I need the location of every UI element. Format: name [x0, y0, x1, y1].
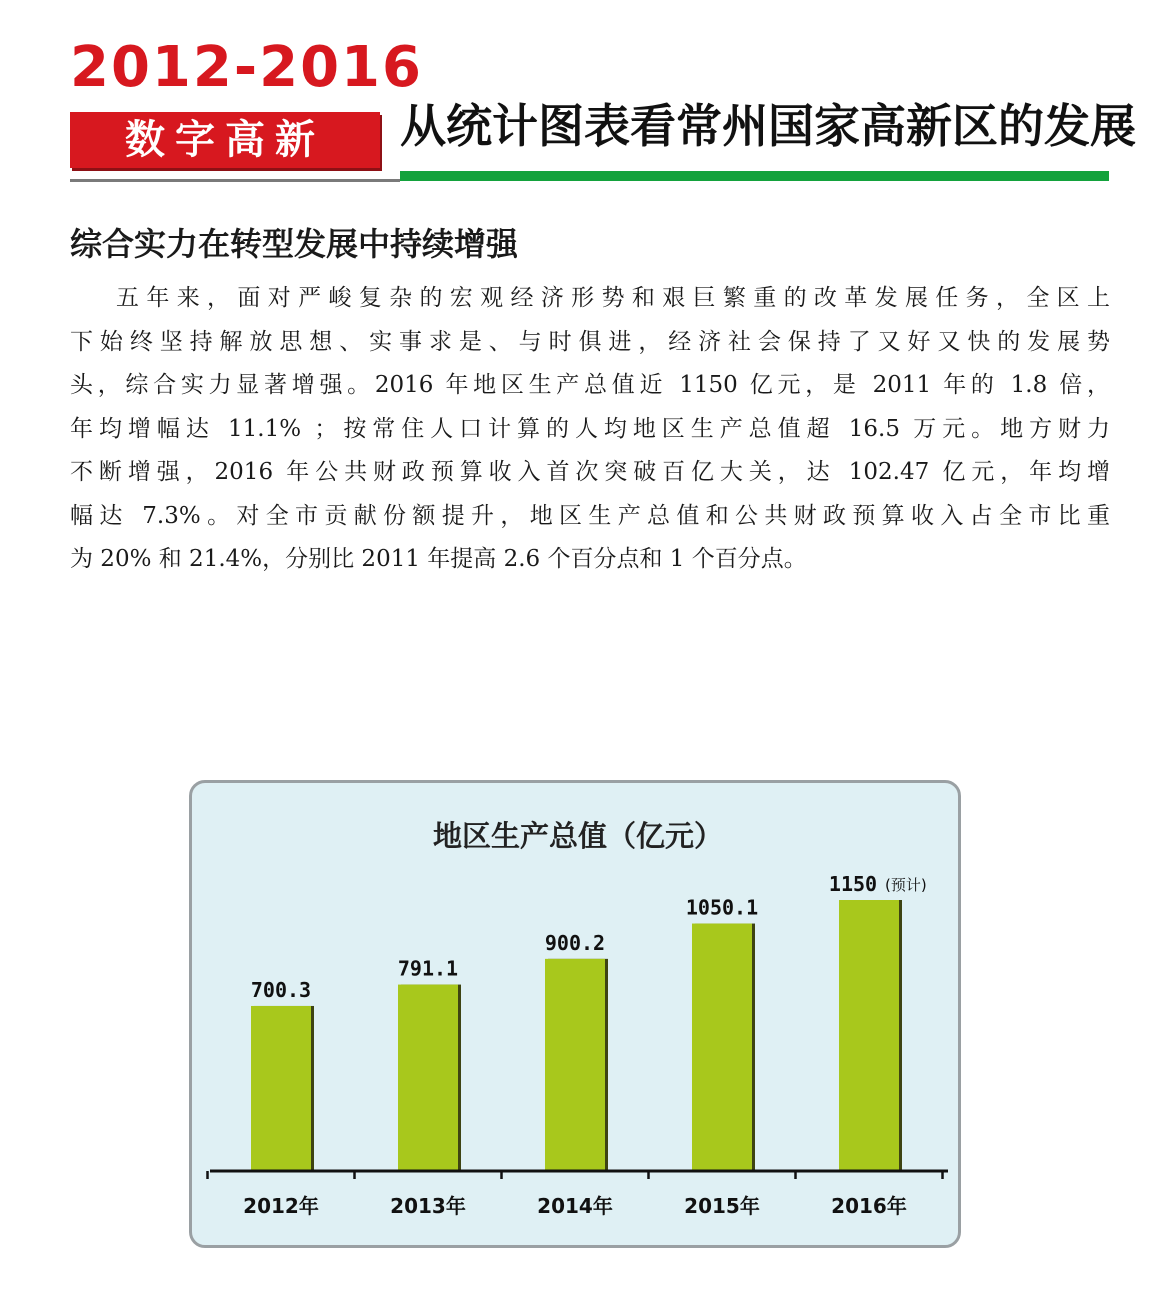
header-rule-gray: [70, 179, 400, 182]
bar-value-label: 700.3: [250, 977, 312, 1002]
chart-title: 地区生产总值（亿元）: [432, 819, 724, 853]
chart-panel: [189, 780, 961, 1248]
body-line: 五年来，面对严峻复杂的宏观经济形势和艰巨繁重的改革发展任务，全区上: [116, 285, 1110, 311]
bar-3: [545, 959, 605, 1171]
bar-1: [251, 1006, 311, 1171]
x-tick-label: 2012年: [243, 1194, 319, 1218]
body-line: 年均增幅达 11.1% ；按常住人口计算的人均地区生产总值超 16.5 万元。地方财力: [70, 415, 1110, 442]
x-tick-label: 2015年: [684, 1194, 760, 1218]
bar-chart: [192, 783, 964, 1251]
bar-4: [692, 924, 752, 1171]
bar-value-label: 900.2: [544, 930, 606, 955]
body-line: 头，综合实力显著增强。2016 年地区生产总值近 1150 亿元，是 2011 年的 1.8 倍，: [70, 372, 1110, 398]
bar-value-label: 791.1: [397, 956, 459, 981]
section-title: 综合实力在转型发展中持续增强: [70, 225, 519, 263]
bar-value-label: 1050.1: [685, 895, 759, 920]
badge-label: 数字高新: [70, 112, 380, 168]
body-line: 为 20% 和 21.4%，分别比 2011 年提高 2.6 个百分点和 1 个百分点。: [70, 546, 807, 572]
page-headline: 从统计图表看常州国家高新区的发展: [400, 99, 1136, 153]
body-paragraph: [70, 277, 1110, 582]
body-line: 幅达 7.3%。对全市贡献份额提升，地区生产总值和公共财政预算收入占全市比重: [70, 502, 1110, 529]
bar-2: [398, 985, 458, 1171]
x-tick-label: 2016年: [831, 1194, 907, 1218]
header-rule-green: [400, 171, 1109, 181]
x-tick-label: 2014年: [537, 1194, 613, 1218]
bar-value-label: 1150: [828, 872, 878, 896]
years-heading: 2012-2016: [70, 35, 423, 100]
bar-5: [839, 900, 899, 1171]
x-tick-label: 2013年: [390, 1194, 466, 1218]
estimate-note: (预计): [885, 876, 927, 894]
body-line: 下始终坚持解放思想、实事求是、与时俱进，经济社会保持了又好又快的发展势: [70, 328, 1110, 355]
body-line: 不断增强，2016 年公共财政预算收入首次突破百亿大关，达 102.47 亿元，年均增: [70, 459, 1110, 485]
